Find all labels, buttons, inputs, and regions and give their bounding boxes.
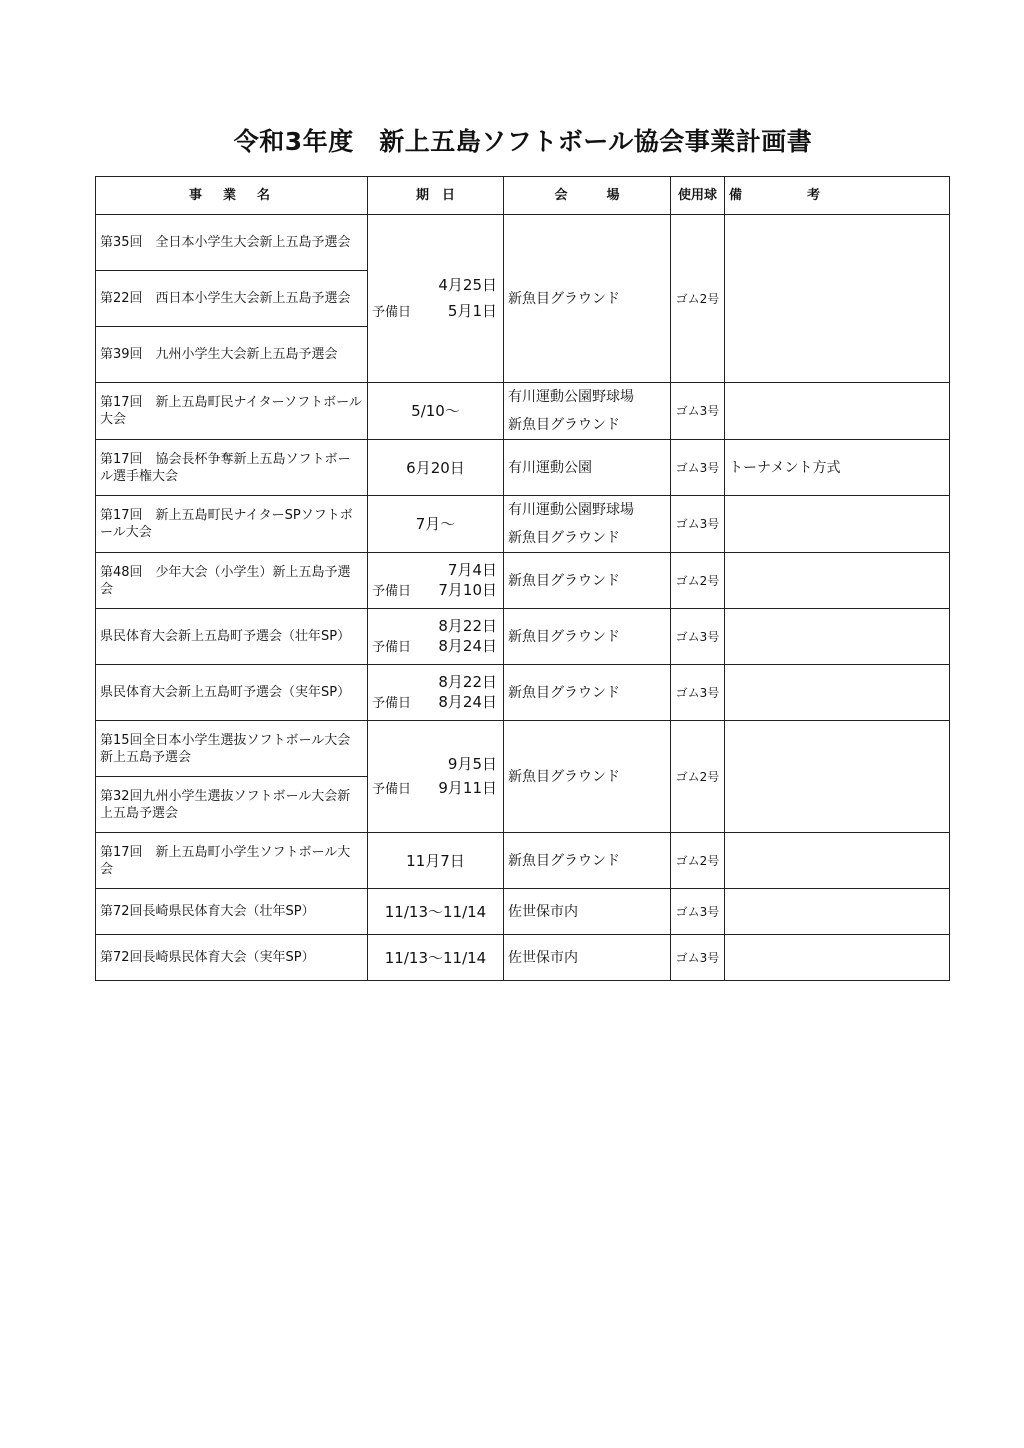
event-name: 第72回長崎県民体育大会（実年SP） (96, 935, 368, 981)
event-name: 第48回 少年大会（小学生）新上五島予選会 (96, 553, 368, 609)
event-venue: 佐世保市内 (504, 935, 671, 981)
event-venue: 有川運動公園 (504, 440, 671, 496)
table-row (96, 496, 950, 553)
event-name: 第39回 九州小学生大会新上五島予選会 (96, 327, 368, 383)
event-name: 第17回 協会長杯争奪新上五島ソフトボール選手権大会 (96, 440, 368, 496)
event-venue: 新魚目グラウンド (504, 721, 671, 833)
event-date: 11月7日 (368, 833, 504, 889)
event-ball: ゴム2号 (671, 721, 725, 833)
reserve-label: 予備日 (372, 304, 412, 320)
event-venue (504, 496, 671, 553)
event-ball: ゴム3号 (671, 496, 725, 553)
reserve-date: 8月24日 (438, 636, 497, 655)
date-main: 4月25日 (438, 275, 497, 294)
event-venue (504, 383, 671, 440)
event-venue: 新魚目グラウンド (504, 665, 671, 721)
event-date (368, 553, 504, 609)
event-venue: 新魚目グラウンド (504, 553, 671, 609)
table-row (96, 215, 950, 271)
event-notes (725, 833, 950, 889)
date-main: 7月4日 (447, 560, 497, 579)
event-ball: ゴム2号 (671, 553, 725, 609)
event-notes (725, 383, 950, 440)
event-date: 11/13～11/14 (368, 889, 504, 935)
event-venue: 佐世保市内 (504, 889, 671, 935)
table-row (96, 665, 950, 721)
event-venue: 新魚目グラウンド (504, 215, 671, 383)
event-name: 県民体育大会新上五島町予選会（実年SP） (96, 665, 368, 721)
event-notes (725, 889, 950, 935)
event-notes: トーナメント方式 (725, 440, 950, 496)
table-row (96, 440, 950, 496)
event-ball: ゴム3号 (671, 383, 725, 440)
date-main: 8月22日 (438, 616, 497, 635)
event-ball: ゴム3号 (671, 889, 725, 935)
reserve-label: 予備日 (372, 781, 412, 797)
event-ball: ゴム2号 (671, 215, 725, 383)
table-row (96, 935, 950, 981)
header-event-name: 事 業 名 (96, 177, 368, 215)
event-name: 第17回 新上五島町小学生ソフトボール大会 (96, 833, 368, 889)
event-date (368, 665, 504, 721)
table-row (96, 383, 950, 440)
event-plan-table (95, 176, 950, 981)
venue-primary: 有川運動公園野球場 (508, 502, 634, 518)
table-row (96, 833, 950, 889)
event-ball: ゴム3号 (671, 665, 725, 721)
event-ball: ゴム3号 (671, 935, 725, 981)
event-name: 第17回 新上五島町民ナイターSPソフトボール大会 (96, 496, 368, 553)
reserve-label: 予備日 (372, 695, 412, 711)
venue-secondary: 新魚目グラウンド (508, 417, 620, 433)
event-notes (725, 935, 950, 981)
event-name: 第35回 全日本小学生大会新上五島予選会 (96, 215, 368, 271)
event-name: 県民体育大会新上五島町予選会（壮年SP） (96, 609, 368, 665)
header-date: 期 日 (368, 177, 504, 215)
event-notes (725, 609, 950, 665)
table-row (96, 721, 950, 777)
event-ball: ゴム3号 (671, 609, 725, 665)
page-title: 令和3年度 新上五島ソフトボール協会事業計画書 (233, 127, 813, 156)
event-name: 第15回全日本小学生選抜ソフトボール大会新上五島予選会 (96, 721, 368, 777)
table-row (96, 889, 950, 935)
reserve-date: 5月1日 (447, 301, 497, 320)
event-name: 第32回九州小学生選抜ソフトボール大会新上五島予選会 (96, 777, 368, 833)
reserve-date: 9月11日 (438, 778, 497, 797)
event-date (368, 609, 504, 665)
reserve-label: 予備日 (372, 583, 412, 599)
reserve-date: 7月10日 (438, 580, 497, 599)
event-name: 第72回長崎県民体育大会（壮年SP） (96, 889, 368, 935)
reserve-date: 8月24日 (438, 692, 497, 711)
table-row (96, 609, 950, 665)
event-notes (725, 721, 950, 833)
table-row (96, 553, 950, 609)
event-notes (725, 553, 950, 609)
event-venue: 新魚目グラウンド (504, 833, 671, 889)
header-notes: 備 考 (725, 177, 950, 215)
venue-primary: 有川運動公園野球場 (508, 389, 634, 405)
event-notes (725, 496, 950, 553)
event-notes (725, 665, 950, 721)
event-date: 6月20日 (368, 440, 504, 496)
header-venue: 会 場 (504, 177, 671, 215)
date-main: 9月5日 (447, 754, 497, 773)
event-venue: 新魚目グラウンド (504, 609, 671, 665)
event-date (368, 721, 504, 833)
event-date (368, 215, 504, 383)
header-row (96, 177, 950, 215)
header-ball: 使用球 (671, 177, 725, 215)
event-date: 11/13～11/14 (368, 935, 504, 981)
event-date: 7月～ (368, 496, 504, 553)
event-notes (725, 215, 950, 383)
date-main: 8月22日 (438, 672, 497, 691)
event-name: 第17回 新上五島町民ナイターソフトボール大会 (96, 383, 368, 440)
event-ball: ゴム3号 (671, 440, 725, 496)
event-date: 5/10～ (368, 383, 504, 440)
event-ball: ゴム2号 (671, 833, 725, 889)
event-name: 第22回 西日本小学生大会新上五島予選会 (96, 271, 368, 327)
reserve-label: 予備日 (372, 639, 412, 655)
venue-secondary: 新魚目グラウンド (508, 530, 620, 546)
